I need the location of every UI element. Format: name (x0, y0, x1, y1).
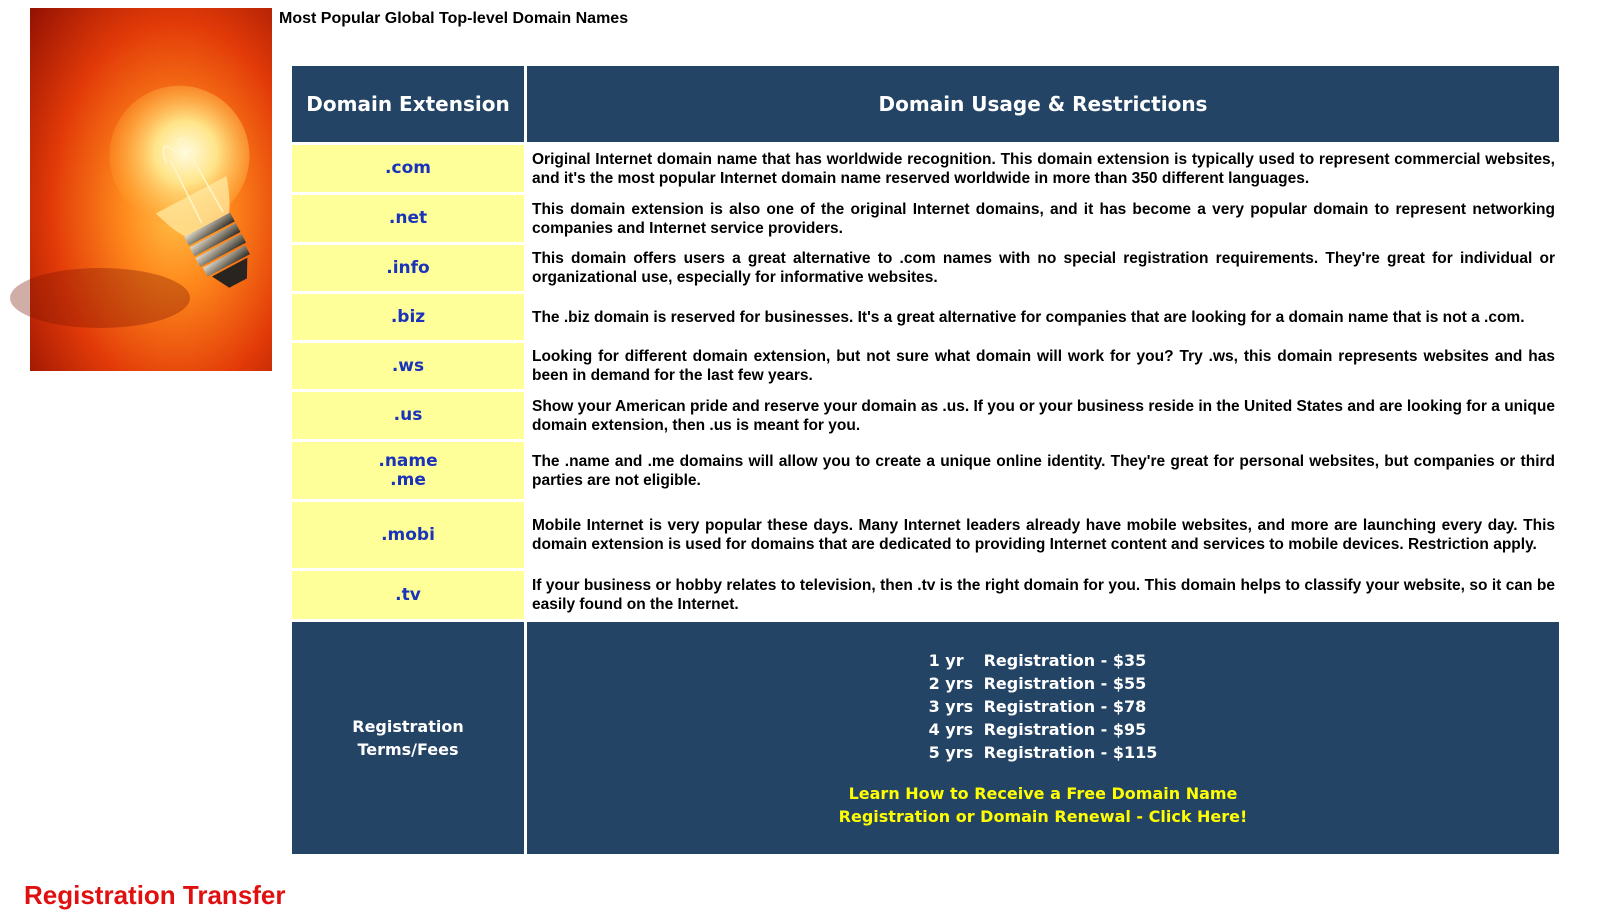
registration-label-line: Terms/Fees (357, 740, 459, 759)
domain-description: If your business or hobby relates to television, then .tv is the right domain for you. This domain helps to classify your website, so it can be easily found on the Internet. (527, 571, 1559, 619)
domain-extension-cell (292, 294, 524, 340)
fee-item (929, 741, 1158, 764)
promo-link-line: Learn How to Receive a Free Domain Name (848, 783, 1238, 803)
registration-transfer-heading: Registration Transfer (24, 880, 286, 910)
fee-price: Registration - $115 (983, 742, 1158, 762)
domain-description: Looking for different domain extension, but not sure what domain will work for you? Try .ws, this domain represents websites and has been in demand for the last few years. (527, 343, 1559, 389)
domain-extension: .tv (395, 584, 421, 605)
fee-years: 3 yrs (928, 696, 974, 716)
registration-terms-label (292, 622, 524, 854)
table-row (292, 343, 1559, 389)
table-row (292, 442, 1559, 499)
table-row (292, 294, 1559, 340)
domain-extension: .mobi (381, 524, 435, 545)
light-bulb-image (30, 8, 272, 371)
domain-description: This domain offers users a great alternative to .com names with no special registration requirements. They're great for individual or organizational use, especially for informative websites. (527, 245, 1559, 291)
table-header-row (292, 66, 1559, 142)
fees-row (292, 622, 1559, 854)
fee-price: Registration - $95 (983, 719, 1147, 739)
domain-extension-cell (292, 245, 524, 291)
domain-extension: .com (385, 158, 431, 178)
fee-item (929, 672, 1158, 695)
fee-price: Registration - $78 (983, 696, 1147, 716)
light-bulb-icon (30, 8, 272, 371)
table-row (292, 195, 1559, 242)
domain-extension-cell (292, 145, 524, 192)
fee-years: 1 yr (928, 650, 964, 670)
fee-item (929, 695, 1158, 718)
domain-description: Mobile Internet is very popular these days. Many Internet leaders already have mobile websites, and more are launching every day. This domain extension is used for domains that are dedicated to providing Internet content and services to mobile devices. Restriction apply. (527, 502, 1559, 568)
registration-label-line: Registration (352, 717, 464, 736)
domain-description: This domain extension is also one of the original Internet domains, and it has become a very popular domain to represent networking companies and Internet service providers. (527, 195, 1559, 242)
page-title: Most Popular Global Top-level Domain Names (279, 10, 629, 27)
table-row (292, 502, 1559, 568)
fee-years: 5 yrs (928, 742, 974, 762)
fee-item (929, 718, 1158, 741)
domain-table (289, 63, 1562, 857)
table-row (292, 245, 1559, 291)
domain-extension-cell (292, 442, 524, 499)
fee-price: Registration - $35 (983, 650, 1147, 670)
domain-description: Original Internet domain name that has worldwide recognition. This domain extension is typically used to represent commercial websites, and it's the most popular Internet domain name reserved worldwide in more than 350 different languages. (527, 145, 1559, 192)
column-header-extension: Domain Extension (292, 66, 524, 142)
domain-extension-cell (292, 343, 524, 389)
domain-extension: .name (378, 450, 438, 471)
domain-extension: .biz (390, 306, 426, 327)
domain-description: Show your American pride and reserve your domain as .us. If you or your business reside in the United States and are looking for a unique domain extension, then .us is meant for you. (527, 392, 1559, 439)
domain-description: The .name and .me domains will allow you to create a unique online identity. They're great for personal websites, but companies or third parties are not eligible. (527, 442, 1559, 499)
registration-fees-cell (527, 622, 1559, 854)
domain-extension-cell (292, 502, 524, 568)
domain-extension-cell (292, 392, 524, 439)
fee-price: Registration - $55 (983, 673, 1147, 693)
table-row (292, 392, 1559, 439)
domain-extension: .info (386, 257, 430, 278)
fee-item (929, 649, 1158, 672)
free-domain-promo-link[interactable] (528, 782, 1558, 828)
domain-extension: .us (393, 405, 423, 425)
fee-years: 2 yrs (928, 673, 974, 693)
column-header-usage: Domain Usage & Restrictions (527, 66, 1559, 142)
domain-extension-cell (292, 571, 524, 619)
promo-link-line: Registration or Domain Renewal - Click Here! (838, 806, 1248, 826)
fee-list (929, 649, 1158, 764)
domain-extension: .net (388, 208, 428, 228)
domain-extension: .ws (391, 355, 425, 376)
domain-description: The .biz domain is reserved for businesses. It's a great alternative for companies that are looking for a domain name that is not a .com. (527, 294, 1559, 340)
table-row (292, 571, 1559, 619)
domain-extension: .me (390, 469, 426, 490)
table-row (292, 145, 1559, 192)
fee-years: 4 yrs (928, 719, 974, 739)
domain-extension-cell (292, 195, 524, 242)
